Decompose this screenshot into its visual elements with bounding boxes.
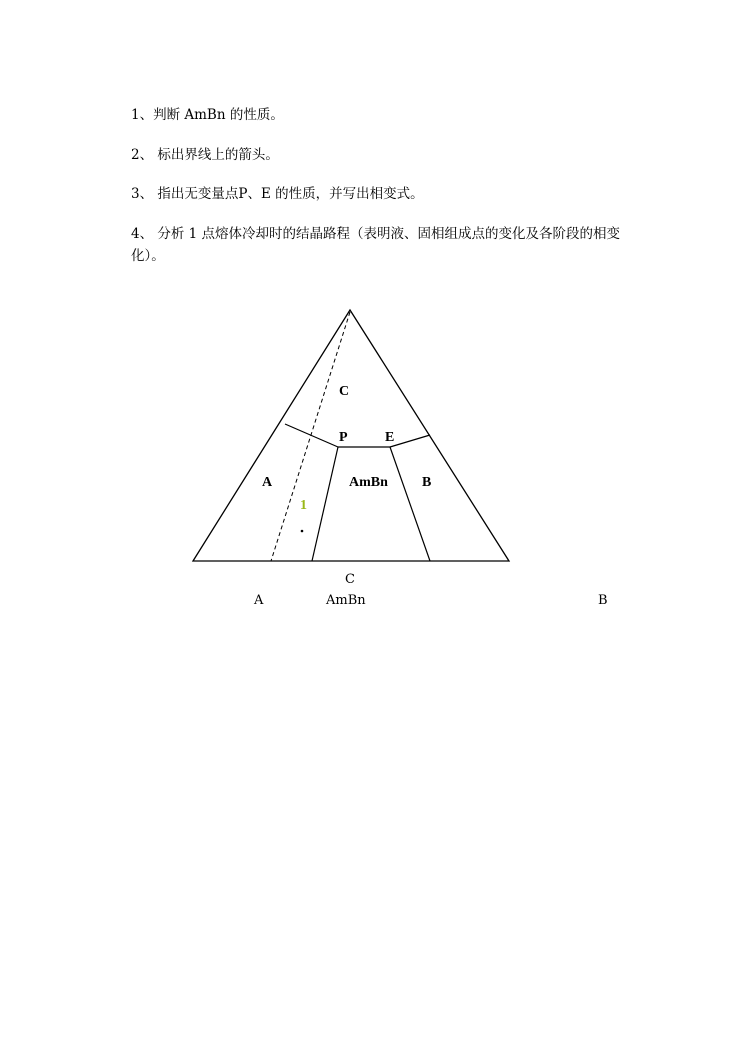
region-label-ambn: AmBn <box>349 475 388 490</box>
question-2: 2、 标出界线上的箭头。 <box>131 147 279 163</box>
triangle-outline <box>193 310 509 561</box>
region-label-a: A <box>262 475 273 490</box>
region-label-b: B <box>422 475 432 490</box>
axis-label-c: C <box>345 572 355 587</box>
axis-label-a: A <box>254 593 264 608</box>
boundary-e-to-right <box>390 435 430 447</box>
question-1: 1、判断 AmBn 的性质。 <box>131 107 284 123</box>
point-label-e: E <box>385 430 395 445</box>
axis-label-ambn: AmBn <box>326 593 366 608</box>
point-1-dot <box>301 530 304 533</box>
point-label-p: P <box>339 430 348 445</box>
question-4: 4、 分析 1 点熔体冷却时的结晶路程（表明液、固相组成点的变化及各阶段的相变化）。 <box>131 226 621 264</box>
boundary-p-to-base <box>312 447 338 561</box>
axis-label-b: B <box>598 593 608 608</box>
point-label-1: 1 <box>300 498 307 513</box>
question-3: 3、 指出无变量点P、E 的性质，并写出相变式。 <box>131 186 424 202</box>
region-label-c: C <box>339 384 350 399</box>
boundary-left-to-p <box>285 424 338 447</box>
boundary-e-to-base <box>390 447 430 561</box>
